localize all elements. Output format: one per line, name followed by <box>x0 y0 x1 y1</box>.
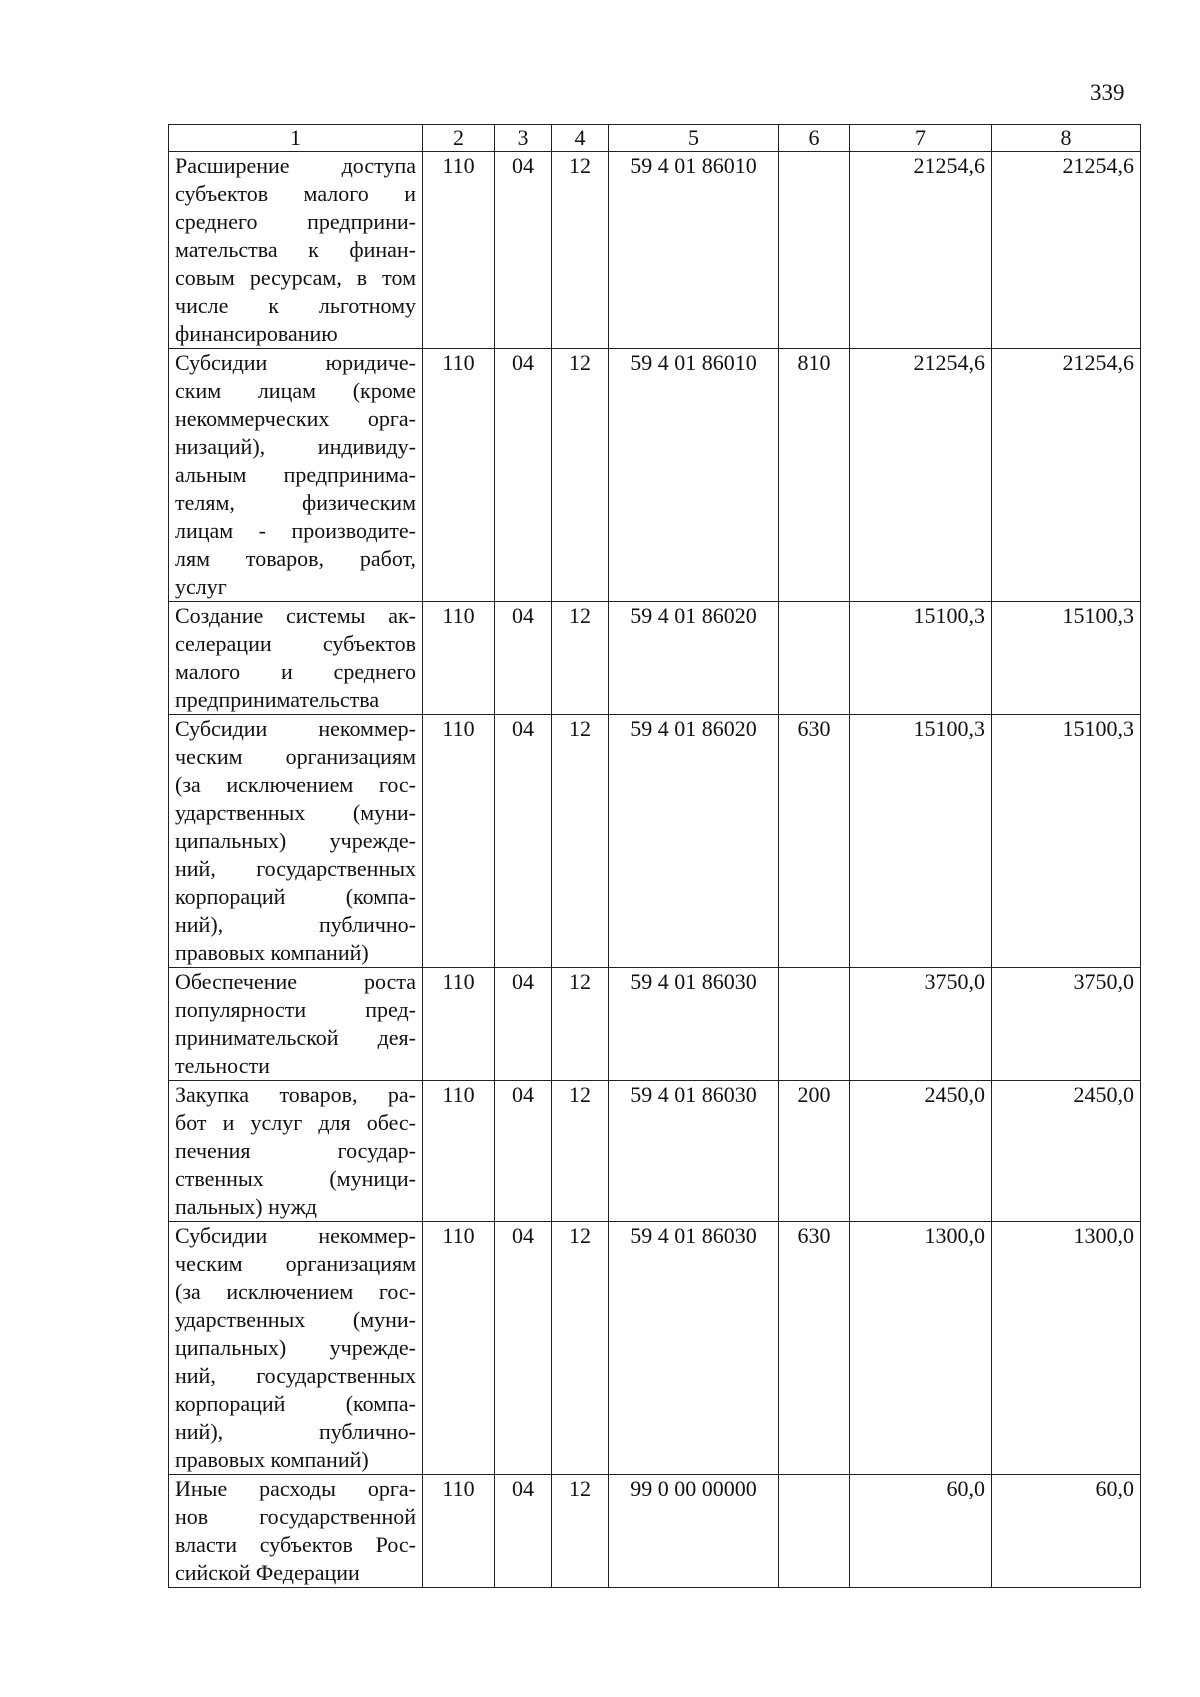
description-line: корпораций (компа- <box>175 1391 416 1416</box>
cell-amount: 15100,3 <box>992 715 1141 968</box>
cell-target-article: 59 4 01 86030 <box>609 1081 779 1222</box>
cell-target-article: 59 4 01 86030 <box>609 1222 779 1475</box>
cell-expense-type: 200 <box>779 1081 850 1222</box>
row-description <box>169 1081 423 1222</box>
description-line: субъектов малого и <box>175 181 416 206</box>
cell-subsection: 12 <box>552 349 609 602</box>
cell-expense-type: 630 <box>779 1222 850 1475</box>
description-line: альным предпринима- <box>175 462 416 487</box>
cell-subsection: 12 <box>552 968 609 1081</box>
description-line: ударственных (муни- <box>175 1307 416 1332</box>
column-header: 8 <box>992 125 1141 152</box>
cell-section: 110 <box>423 1475 495 1588</box>
table-header-row <box>169 125 1141 152</box>
cell-expense-type: 630 <box>779 715 850 968</box>
description-line: низаций), индивиду- <box>175 434 416 459</box>
cell-subsection: 12 <box>552 602 609 715</box>
column-header: 6 <box>779 125 850 152</box>
description-line: корпораций (компа- <box>175 884 416 909</box>
row-description <box>169 1475 423 1588</box>
table-row <box>169 1081 1141 1222</box>
description-line: числе к льготному <box>175 293 416 318</box>
cell-section: 110 <box>423 602 495 715</box>
description-line: ний), публично- <box>175 1419 416 1444</box>
cell-amount: 1300,0 <box>850 1222 992 1475</box>
description-line: ческим организациям <box>175 744 416 769</box>
row-description <box>169 968 423 1081</box>
cell-section: 110 <box>423 968 495 1081</box>
description-line: малого и среднего <box>175 659 416 684</box>
cell-target-article: 59 4 01 86020 <box>609 715 779 968</box>
row-description <box>169 152 423 349</box>
description-line: ударственных (муни- <box>175 800 416 825</box>
cell-amount: 1300,0 <box>992 1222 1141 1475</box>
cell-expense-type: 810 <box>779 349 850 602</box>
column-header: 4 <box>552 125 609 152</box>
cell-section: 110 <box>423 715 495 968</box>
cell-chapter: 04 <box>495 152 552 349</box>
table-body <box>169 152 1141 1588</box>
cell-section: 110 <box>423 349 495 602</box>
column-header: 5 <box>609 125 779 152</box>
column-header: 1 <box>169 125 423 152</box>
column-header: 2 <box>423 125 495 152</box>
table-row <box>169 349 1141 602</box>
description-line: принимательской дея- <box>175 1025 416 1050</box>
cell-chapter: 04 <box>495 1222 552 1475</box>
cell-amount: 60,0 <box>850 1475 992 1588</box>
description-line: лицам - производите- <box>175 518 416 543</box>
table-row <box>169 152 1141 349</box>
description-line: ципальных) учрежде- <box>175 1335 416 1360</box>
cell-chapter: 04 <box>495 968 552 1081</box>
cell-amount: 3750,0 <box>850 968 992 1081</box>
cell-amount: 21254,6 <box>992 349 1141 602</box>
description-line: совым ресурсам, в том <box>175 265 416 290</box>
description-line: Закупка товаров, ра- <box>175 1082 416 1107</box>
cell-subsection: 12 <box>552 152 609 349</box>
description-line: пальных) нужд <box>175 1194 318 1219</box>
cell-target-article: 99 0 00 00000 <box>609 1475 779 1588</box>
cell-amount: 2450,0 <box>850 1081 992 1222</box>
description-line: сийской Федерации <box>175 1560 360 1585</box>
description-line: ний), публично- <box>175 912 416 937</box>
column-header: 7 <box>850 125 992 152</box>
cell-section: 110 <box>423 1222 495 1475</box>
description-line: Субсидии некоммер- <box>175 716 416 741</box>
row-description <box>169 349 423 602</box>
description-line: финансированию <box>175 321 338 346</box>
description-line: ским лицам (кроме <box>175 378 416 403</box>
description-line: ческим организациям <box>175 1251 416 1276</box>
cell-amount: 21254,6 <box>850 349 992 602</box>
cell-subsection: 12 <box>552 715 609 968</box>
table-row <box>169 1222 1141 1475</box>
table-row <box>169 715 1141 968</box>
cell-amount: 15100,3 <box>850 715 992 968</box>
description-line: Расширение доступа <box>175 153 416 178</box>
description-line: ственных (муници- <box>175 1166 416 1191</box>
cell-chapter: 04 <box>495 715 552 968</box>
cell-target-article: 59 4 01 86010 <box>609 152 779 349</box>
description-line: ний, государственных <box>175 856 416 881</box>
description-line: услуг <box>175 574 227 599</box>
description-line: власти субъектов Рос- <box>175 1532 416 1557</box>
row-description <box>169 715 423 968</box>
table-row <box>169 968 1141 1081</box>
column-header: 3 <box>495 125 552 152</box>
description-line: телям, физическим <box>175 490 416 515</box>
cell-chapter: 04 <box>495 1081 552 1222</box>
description-line: бот и услуг для обес- <box>175 1110 416 1135</box>
description-line: правовых компаний) <box>175 940 369 965</box>
cell-section: 110 <box>423 152 495 349</box>
description-line: Иные расходы орга- <box>175 1476 416 1501</box>
description-line: (за исключением гос- <box>175 1279 416 1304</box>
cell-chapter: 04 <box>495 602 552 715</box>
description-line: правовых компаний) <box>175 1447 369 1472</box>
cell-amount: 2450,0 <box>992 1081 1141 1222</box>
budget-table <box>168 124 1141 1588</box>
cell-expense-type <box>779 602 850 715</box>
row-description <box>169 1222 423 1475</box>
cell-subsection: 12 <box>552 1475 609 1588</box>
description-line: популярности пред- <box>175 997 416 1022</box>
cell-chapter: 04 <box>495 349 552 602</box>
cell-target-article: 59 4 01 86030 <box>609 968 779 1081</box>
cell-subsection: 12 <box>552 1222 609 1475</box>
cell-amount: 15100,3 <box>992 602 1141 715</box>
cell-amount: 15100,3 <box>850 602 992 715</box>
cell-amount: 3750,0 <box>992 968 1141 1081</box>
cell-section: 110 <box>423 1081 495 1222</box>
cell-expense-type <box>779 1475 850 1588</box>
row-description <box>169 602 423 715</box>
description-line: Создание системы ак- <box>175 603 416 628</box>
description-line: мательства к финан- <box>175 237 416 262</box>
page-number: 339 <box>1090 80 1125 105</box>
description-line: среднего предприни- <box>175 209 416 234</box>
description-line: ципальных) учрежде- <box>175 828 416 853</box>
description-line: нов государственной <box>175 1504 416 1529</box>
description-line: предпринимательства <box>175 687 380 712</box>
description-line: некоммерческих орга- <box>175 406 416 431</box>
description-line: лям товаров, работ, <box>175 546 416 571</box>
description-line: Обеспечение роста <box>175 969 416 994</box>
cell-subsection: 12 <box>552 1081 609 1222</box>
cell-target-article: 59 4 01 86010 <box>609 349 779 602</box>
cell-chapter: 04 <box>495 1475 552 1588</box>
description-line: Субсидии юридиче- <box>175 350 416 375</box>
cell-target-article: 59 4 01 86020 <box>609 602 779 715</box>
table-row <box>169 1475 1141 1588</box>
description-line: тельности <box>175 1053 270 1078</box>
table-row <box>169 602 1141 715</box>
description-line: ний, государственных <box>175 1363 416 1388</box>
cell-expense-type <box>779 968 850 1081</box>
cell-amount: 60,0 <box>992 1475 1141 1588</box>
description-line: печения государ- <box>175 1138 416 1163</box>
cell-expense-type <box>779 152 850 349</box>
description-line: (за исключением гос- <box>175 772 416 797</box>
cell-amount: 21254,6 <box>992 152 1141 349</box>
description-line: Субсидии некоммер- <box>175 1223 416 1248</box>
cell-amount: 21254,6 <box>850 152 992 349</box>
description-line: селерации субъектов <box>175 631 416 656</box>
